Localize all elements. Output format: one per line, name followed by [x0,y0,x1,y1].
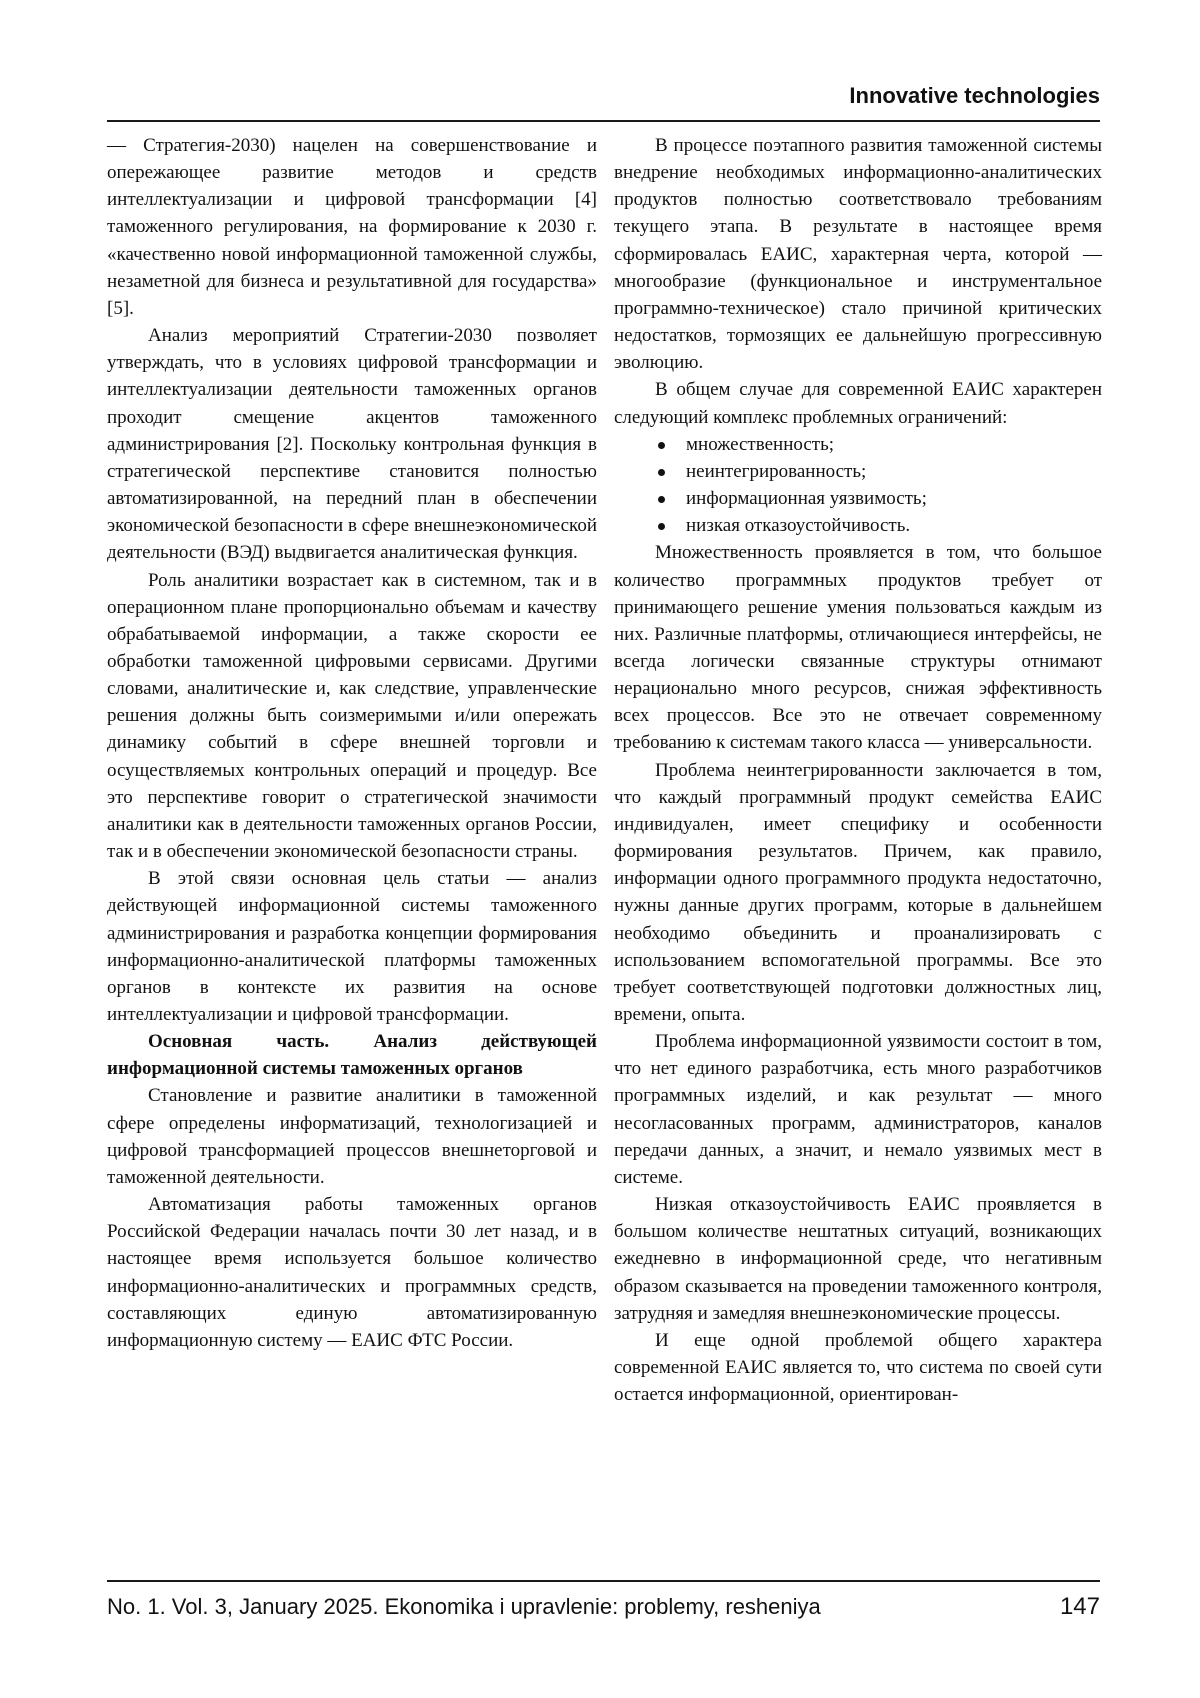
list-item: низкая отказоустойчивость. [614,512,1102,539]
paragraph: В этой связи основная цель статьи — анализ действующей информационной системы таможенного администрирования и разработка концепции формирования информационно-аналитической платформы таможенных органов в контексте их развития на основе интеллектуализации и цифровой трансформации. [107,868,597,1025]
right-column [614,132,1102,1408]
bullet-list [614,431,1102,540]
paragraph: Роль аналитики возрастает как в системном, так и в операционном плане пропорционально объемам и качеству обрабатываемой информации, а также скорости ее обработки таможенной цифровыми сервисами. Другими словами, аналитические и, как следствие, управленческие решения должны быть соизмеримыми и/или опережать динамику событий в сфере внешней торговли и осуществляемых контрольных операций и процедур. Все это перспективе говорит о стратегической значимости аналитики как в деятельности таможенных органов России, так и в обеспечении экономической безопасности страны. [107,569,597,863]
list-item: неинтегрированность; [614,458,1102,485]
paragraph: Множественность проявляется в том, что большое количество программных продуктов требует от принимающего решение умения пользоваться каждым из них. Различные платформы, отличающиеся интерфейсы, не всегда логически связанные структуры отнимают нерационально много ресурсов, снижая эффективность всех процессов. Все это не отвечает современному требованию к системам такого класса — универсальности. [614,542,1102,754]
running-footer [107,1592,1100,1622]
section-heading: Основная часть. Анализ действующей информационной системы таможенных органов [107,1031,597,1080]
paragraph: Проблема неинтегрированности заключается в том, что каждый программный продукт семейства ЕАИС индивидуален, имеет специфику и особенности формирования результатов. Причем, как правило, информации одного программного продукта недостаточно, нужны данные других программ, которые в дальнейшем необходимо объединить и проанализировать с использованием вспомогательной программы. Все это требует соответствующей подготовки должностных лиц, времени, опыта. [614,759,1102,1025]
bullet-icon [658,496,665,503]
paragraph: В процессе поэтапного развития таможенной системы внедрение необходимых информационно-аналитических продуктов полностью соответствовало требованиям текущего этапа. В результате в настоящее время сформировалась ЕАИС, характерная черта, которой — многообразие (функциональное и инструментальное программно-техническое) стало причиной критических недостатков, тормозящих ее дальнейшую прогрессивную эволюцию. [614,135,1102,374]
list-item: информационная уязвимость; [614,485,1102,512]
left-column [107,132,597,1354]
page-number: 147 [1059,1593,1100,1620]
running-header [107,82,1100,122]
paragraph: — Стратегия-2030) нацелен на совершенствование и опережающее развитие методов и средств интеллектуализации и цифровой трансформации [4] таможенного регулирования, на формирование к 2030 г. «качественно новой информационной таможенной службы, незаметной для бизнеса и результативной для государства» [5]. [107,135,597,319]
bullet-icon [658,442,665,449]
journal-citation: No. 1. Vol. 3, January 2025. Ekonomika i upravlenie: problemy, resheniya [107,1594,821,1619]
paragraph: Низкая отказоустойчивость ЕАИС проявляется в большом количестве нештатных ситуаций, возникающих ежедневно в информационной среде, что негативным образом сказывается на проведении таможенного контроля, затрудняя и замедляя внешнеэкономические процессы. [614,1194,1102,1324]
paragraph: Анализ мероприятий Стратегии-2030 позволяет утверждать, что в условиях цифровой трансформации и интеллектуализации деятельности таможенных органов проходит смещение акцентов таможенного администрирования [2]. Поскольку контрольная функция в стратегической перспективе становится полностью автоматизированной, на передний план в обеспечении экономической безопасности в сфере внешнеэкономической деятельности (ВЭД) выдвигается аналитическая функция. [107,325,597,564]
bullet-icon [658,469,665,476]
paragraph: Становление и развитие аналитики в таможенной сфере определены информатизаций, технологизацией и цифровой трансформацией процессов внешнеторговой и таможенной деятельности. [107,1085,597,1188]
list-item: множественность; [614,431,1102,458]
paragraph: И еще одной проблемой общего характера современной ЕАИС является то, что система по своей сути остается информационной, ориентирован- [614,1329,1102,1406]
footer-divider [107,1580,1100,1582]
section-title: Innovative technologies [849,83,1100,108]
paragraph: Автоматизация работы таможенных органов Российской Федерации началась почти 30 лет назад, и в настоящее время используется большое количество информационно-аналитических и программных средств, составляющих единую автоматизированную информационную систему — ЕАИС ФТС России. [107,1194,597,1351]
paragraph: Проблема информационной уязвимости состоит в том, что нет единого разработчика, есть много разработчиков программных изделий, и как результат — много несогласованных программ, администраторов, каналов передачи данных, а значит, и немало уязвимых мест в системе. [614,1031,1102,1188]
paragraph: В общем случае для современной ЕАИС характерен следующий комплекс проблемных ограничений: [614,379,1102,428]
